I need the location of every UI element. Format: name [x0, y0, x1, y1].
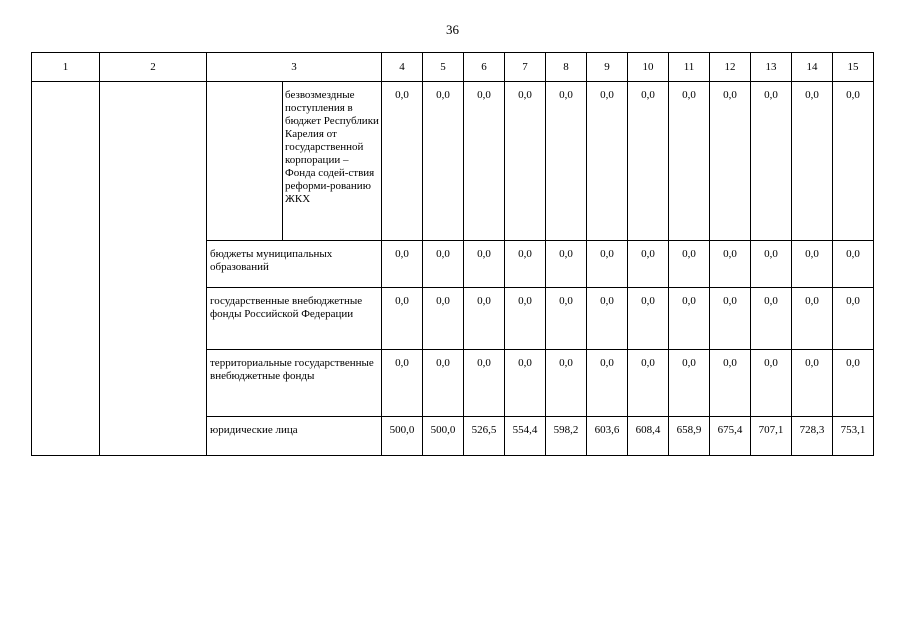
header-row	[32, 53, 874, 82]
value-cell: 658,9	[669, 417, 710, 456]
value-cell: 0,0	[382, 82, 423, 241]
value-cell: 0,0	[464, 241, 505, 288]
value-cell: 0,0	[628, 288, 669, 350]
header-cell: 4	[382, 53, 423, 82]
header-cell: 2	[100, 53, 207, 82]
empty-cell	[207, 82, 283, 241]
value-cell: 0,0	[628, 82, 669, 241]
value-cell: 0,0	[546, 241, 587, 288]
value-cell: 526,5	[464, 417, 505, 456]
header-cell: 1	[32, 53, 100, 82]
header-cell: 9	[587, 53, 628, 82]
value-cell: 0,0	[833, 288, 874, 350]
row-label: безвозмездные поступления в бюджет Республики Карелия от государственной корпорации – Фонда содей-ствия реформи-рованию ЖКХ	[283, 82, 382, 241]
header-cell: 14	[792, 53, 833, 82]
row-label: юридические лица	[207, 417, 382, 456]
value-cell: 0,0	[382, 288, 423, 350]
value-cell: 500,0	[382, 417, 423, 456]
value-cell: 0,0	[833, 241, 874, 288]
value-cell: 675,4	[710, 417, 751, 456]
value-cell: 0,0	[423, 288, 464, 350]
value-cell: 0,0	[505, 350, 546, 417]
budget-table	[31, 52, 874, 456]
header-cell: 5	[423, 53, 464, 82]
value-cell: 0,0	[587, 241, 628, 288]
header-cell: 12	[710, 53, 751, 82]
value-cell: 0,0	[505, 288, 546, 350]
header-cell: 13	[751, 53, 792, 82]
value-cell: 728,3	[792, 417, 833, 456]
value-cell: 0,0	[628, 241, 669, 288]
value-cell: 0,0	[710, 241, 751, 288]
header-cell: 8	[546, 53, 587, 82]
header-cell: 11	[669, 53, 710, 82]
value-cell: 0,0	[792, 288, 833, 350]
value-cell: 0,0	[587, 288, 628, 350]
row-label: бюджеты муниципальных образований	[207, 241, 382, 288]
header-cell: 7	[505, 53, 546, 82]
value-cell: 0,0	[505, 82, 546, 241]
value-cell: 0,0	[710, 288, 751, 350]
value-cell: 707,1	[751, 417, 792, 456]
value-cell: 0,0	[546, 288, 587, 350]
value-cell: 0,0	[833, 350, 874, 417]
value-cell: 0,0	[423, 82, 464, 241]
empty-cell	[32, 82, 100, 456]
value-cell: 0,0	[464, 288, 505, 350]
value-cell: 0,0	[505, 241, 546, 288]
header-cell: 6	[464, 53, 505, 82]
value-cell: 0,0	[382, 350, 423, 417]
value-cell: 0,0	[792, 82, 833, 241]
header-cell: 15	[833, 53, 874, 82]
value-cell: 0,0	[587, 350, 628, 417]
value-cell: 0,0	[546, 350, 587, 417]
value-cell: 0,0	[464, 82, 505, 241]
value-cell: 554,4	[505, 417, 546, 456]
value-cell: 500,0	[423, 417, 464, 456]
header-cell: 10	[628, 53, 669, 82]
value-cell: 0,0	[669, 350, 710, 417]
value-cell: 0,0	[751, 241, 792, 288]
value-cell: 603,6	[587, 417, 628, 456]
row-label: территориальные государственные внебюджетные фонды	[207, 350, 382, 417]
value-cell: 0,0	[669, 241, 710, 288]
value-cell: 598,2	[546, 417, 587, 456]
value-cell: 0,0	[669, 82, 710, 241]
value-cell: 0,0	[423, 241, 464, 288]
row-label: государственные внебюджетные фонды Российской Федерации	[207, 288, 382, 350]
table-row	[32, 82, 874, 241]
value-cell: 0,0	[751, 288, 792, 350]
value-cell: 0,0	[628, 350, 669, 417]
value-cell: 0,0	[710, 82, 751, 241]
value-cell: 0,0	[382, 241, 423, 288]
value-cell: 0,0	[792, 241, 833, 288]
value-cell: 0,0	[833, 82, 874, 241]
value-cell: 608,4	[628, 417, 669, 456]
empty-cell	[100, 82, 207, 456]
value-cell: 753,1	[833, 417, 874, 456]
value-cell: 0,0	[751, 82, 792, 241]
value-cell: 0,0	[546, 82, 587, 241]
page-number: 36	[446, 22, 459, 37]
value-cell: 0,0	[669, 288, 710, 350]
value-cell: 0,0	[464, 350, 505, 417]
value-cell: 0,0	[587, 82, 628, 241]
header-cell: 3	[207, 53, 382, 82]
value-cell: 0,0	[710, 350, 751, 417]
value-cell: 0,0	[423, 350, 464, 417]
value-cell: 0,0	[792, 350, 833, 417]
value-cell: 0,0	[751, 350, 792, 417]
